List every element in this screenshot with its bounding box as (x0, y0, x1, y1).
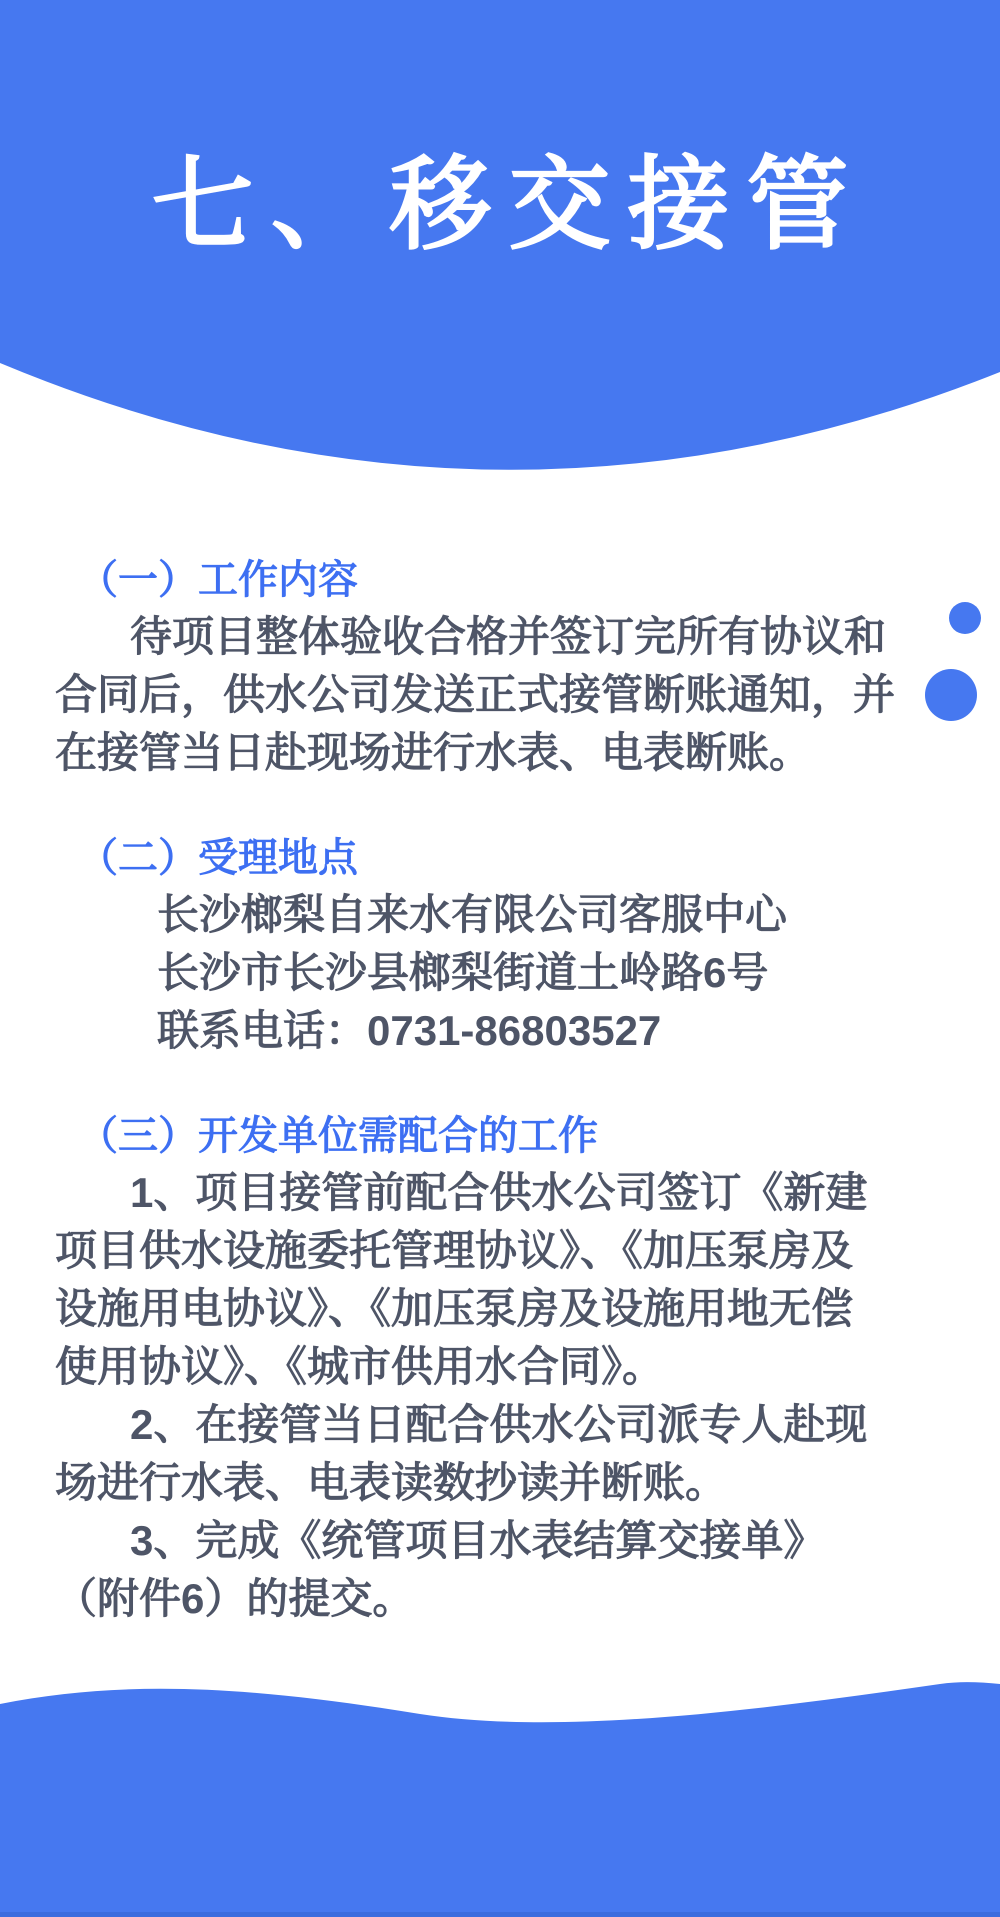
body-line: 合同后，供水公司发送正式接管断账通知，并 (55, 671, 896, 718)
section-heading-developer-cooperation: （三）开发单位需配合的工作 (78, 1114, 598, 1158)
section-work-content (55, 552, 950, 782)
section-heading-acceptance-location: （二）受理地点 (78, 836, 358, 880)
body-line: 使用协议》、《城市供用水合同》。 (55, 1343, 665, 1390)
bottom-edge-strip (0, 1912, 1000, 1917)
body-line: 设施用电协议》、《加压泵房及设施用地无偿 (55, 1285, 854, 1332)
footer-wave (0, 1682, 1000, 1917)
body-line: 1、项目接管前配合供水公司签订《新建 (130, 1169, 868, 1216)
body-line: 项目供水设施委托管理协议》、《加压泵房及 (55, 1227, 854, 1274)
service-center-line: 长沙榔梨自来水有限公司客服中心 (157, 891, 788, 938)
section-acceptance-location (55, 830, 950, 1060)
body-line: （附件6）的提交。 (55, 1575, 415, 1622)
section-developer-cooperation (55, 1108, 950, 1628)
address-line: 长沙市长沙县榔梨街道土岭路6号 (157, 949, 769, 996)
body-line: 3、完成《统管项目水表结算交接单》 (130, 1517, 826, 1564)
body-line: 2、在接管当日配合供水公司派专人赴现 (130, 1401, 868, 1448)
footer-wave-shape (0, 1682, 1000, 1917)
phone-line: 联系电话：0731-86803527 (157, 1007, 662, 1054)
body-line: 场进行水表、电表读数抄读并断账。 (55, 1459, 728, 1506)
body-line: 待项目整体验收合格并签订完所有协议和 (130, 613, 887, 660)
section-heading-work-content: （一）工作内容 (78, 558, 358, 602)
body-line: 在接管当日赴现场进行水表、电表断账。 (55, 729, 812, 776)
page-title: 七、移交接管 (151, 148, 866, 262)
